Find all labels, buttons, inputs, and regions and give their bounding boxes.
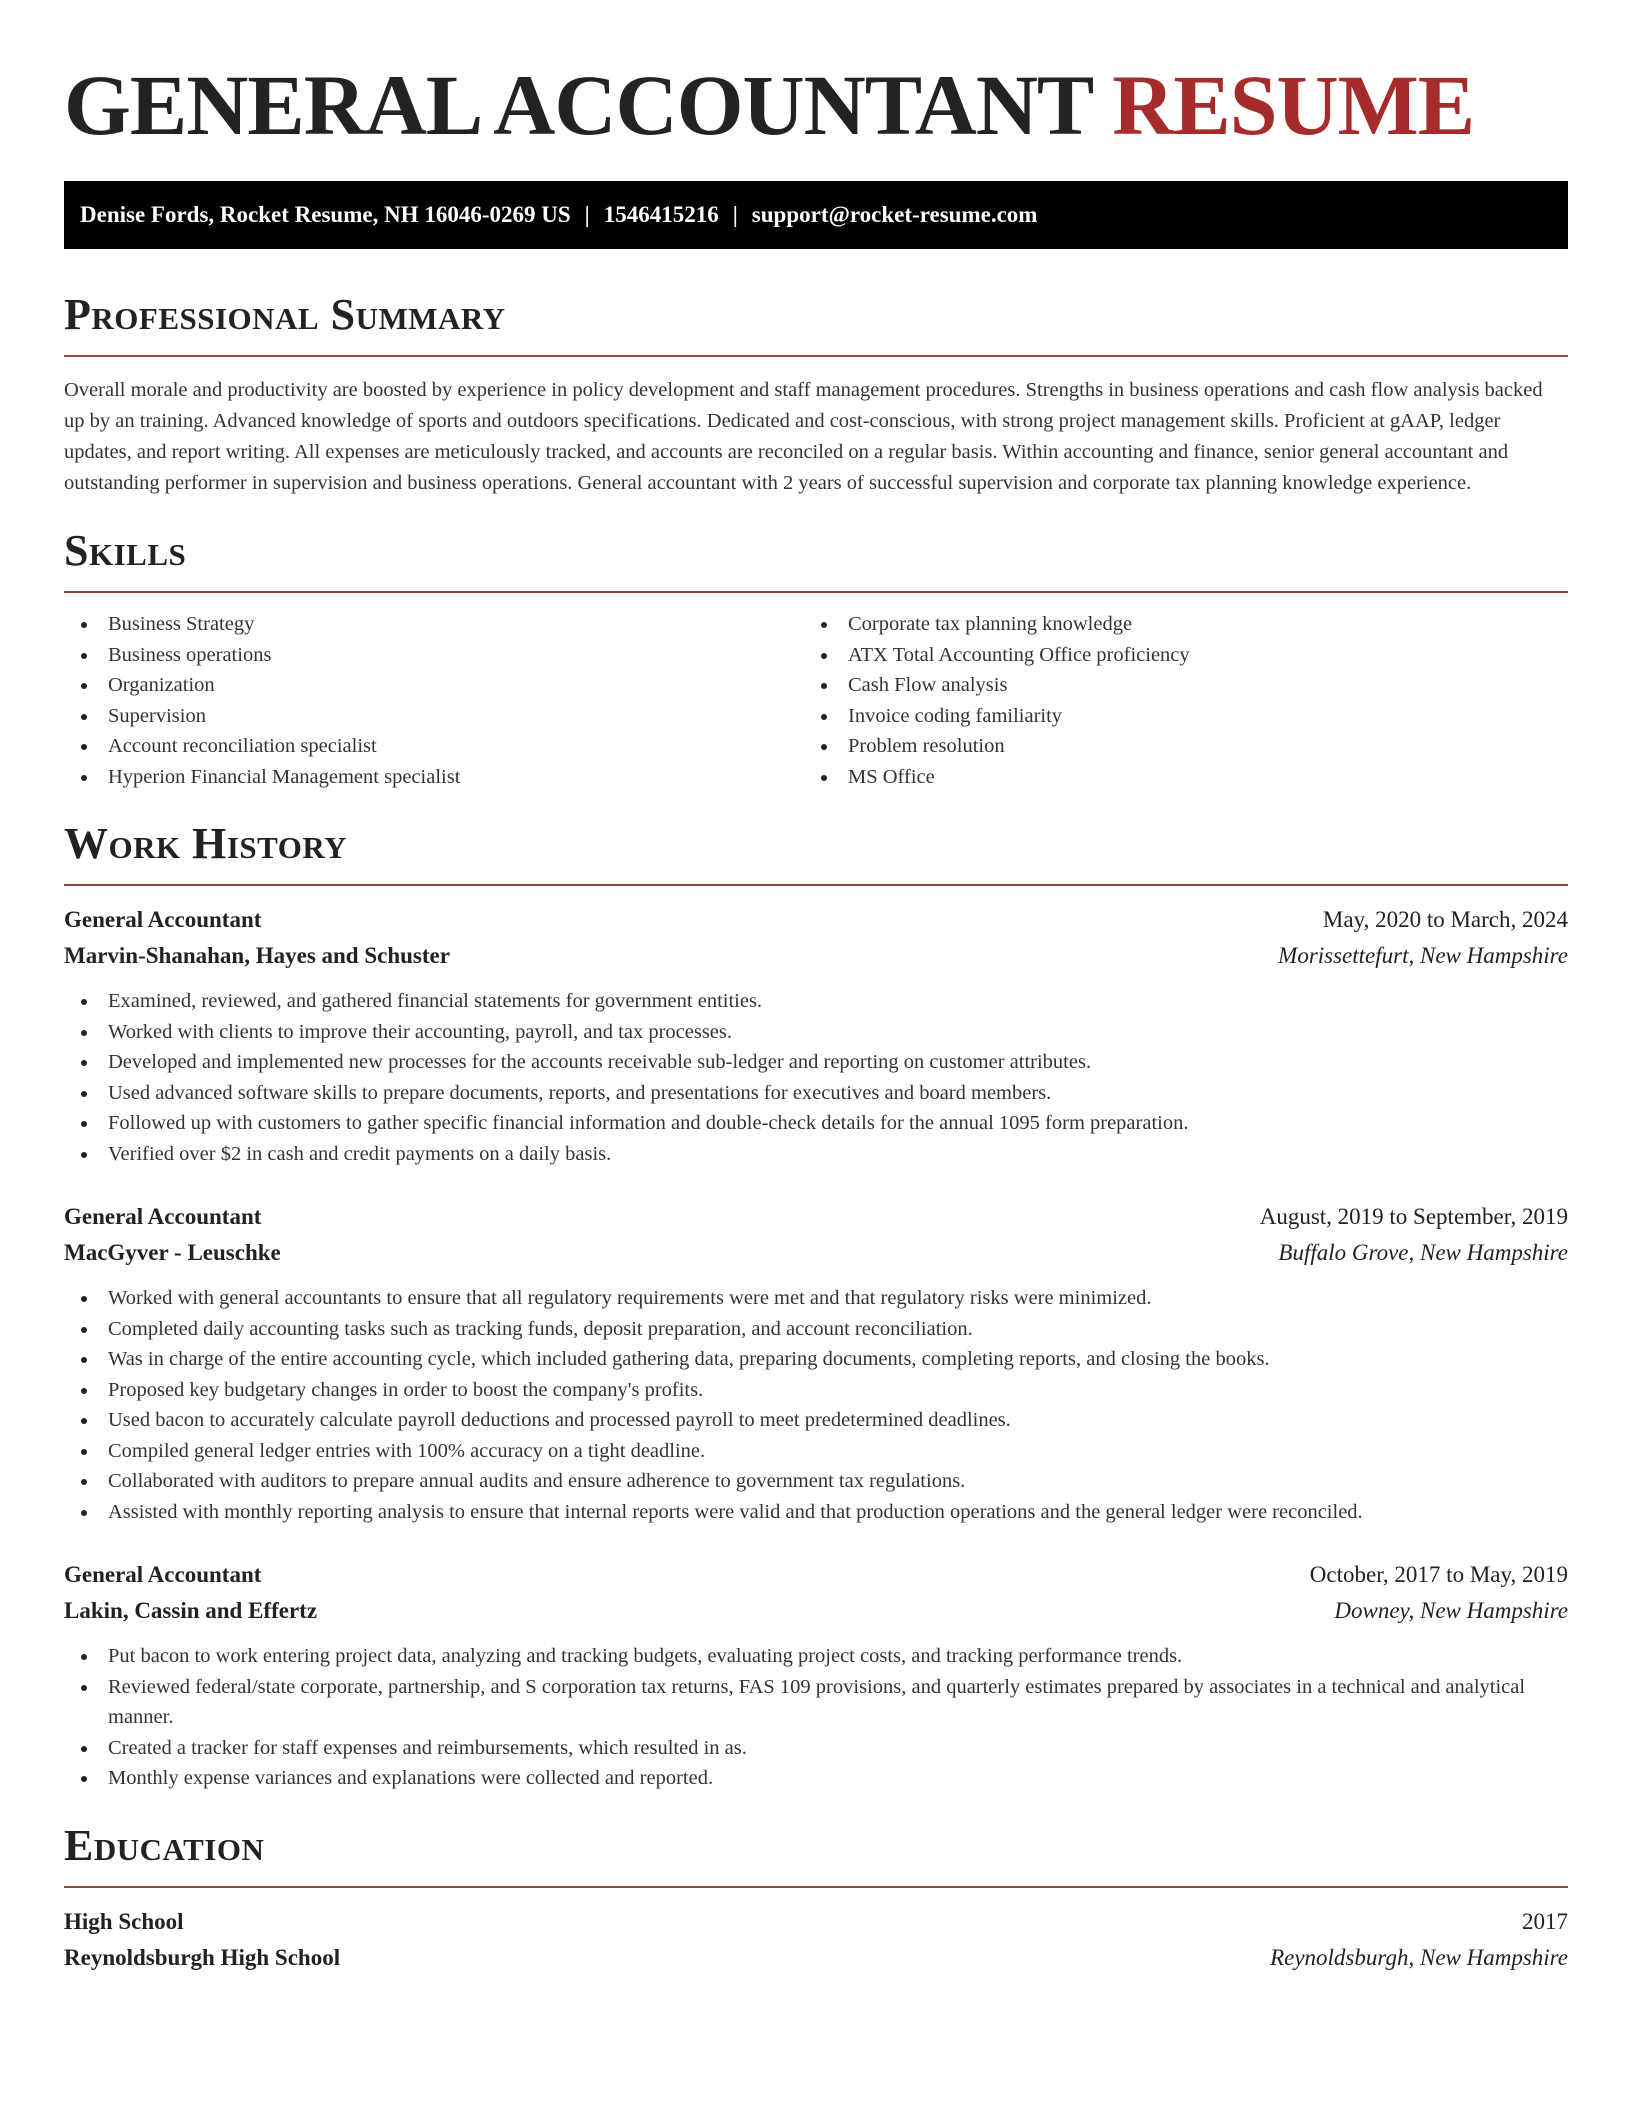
resume-title [64, 58, 1568, 152]
skill-item: Business Strategy [64, 609, 804, 640]
job-location: Buffalo Grove, New Hampshire [1278, 1240, 1568, 1265]
contact-separator: | [584, 202, 590, 227]
job-bullet: Worked with general accountants to ensure that all regulatory requirements were met and that regulatory risks were minimized. [64, 1283, 1568, 1314]
education-heading: Education [64, 1820, 265, 1870]
job-bullet: Worked with clients to improve their accounting, payroll, and tax processes. [64, 1017, 1568, 1048]
section-divider [64, 884, 1568, 886]
skill-item: Problem resolution [804, 731, 1544, 762]
job-title: General Accountant [64, 907, 262, 932]
education-year: 2017 [1522, 1908, 1568, 1934]
skill-item: Organization [64, 670, 804, 701]
skill-item: MS Office [804, 762, 1544, 793]
job-title: General Accountant [64, 1562, 262, 1587]
contact-email: support@rocket-resume.com [751, 202, 1038, 227]
skill-item: Corporate tax planning knowledge [804, 609, 1544, 640]
summary-text: Overall morale and productivity are boosted by experience in policy development and staff management procedures. Strengths in business operations and cash flow analysis backed up by an training. Advanced knowledge of sports and outdoors specifications. Dedicated and cost-conscious, with strong project management skills. Proficient at gAAP, ledger updates, and report writing. All expenses are meticulously tracked, and accounts are reconciled on a regular basis. Within accounting and finance, senior general accountant and outstanding performer in supervision and business operations. General accountant with 2 years of successful supervision and corporate tax planning knowledge experience. [64, 379, 1543, 494]
job-entry [64, 1199, 1568, 1527]
skill-item: Business operations [64, 640, 804, 671]
job-dates: May, 2020 to March, 2024 [1322, 907, 1568, 932]
job-bullet: Verified over $2 in cash and credit payments on a daily basis. [64, 1139, 1568, 1170]
skill-item: Hyperion Financial Management specialist [64, 762, 804, 793]
contact-phone: 1546415216 [603, 202, 719, 227]
work-history-heading: Work History [64, 819, 348, 868]
job-bullet: Completed daily accounting tasks such as tracking funds, deposit preparation, and account reconciliation. [64, 1314, 1568, 1345]
section-divider [64, 1886, 1568, 1888]
job-bullet: Reviewed federal/state corporate, partnership, and S corporation tax returns, FAS 109 provisions, and quarterly estimates prepared by associates in a technical and analytical manner. [64, 1672, 1568, 1733]
job-bullet: Put bacon to work entering project data, analyzing and tracking budgets, evaluating project costs, and tracking performance trends. [64, 1641, 1568, 1672]
skill-item: Supervision [64, 701, 804, 732]
contact-separator: | [732, 202, 738, 227]
section-divider [64, 355, 1568, 357]
job-bullet: Collaborated with auditors to prepare annual audits and ensure adherence to government tax regulations. [64, 1466, 1568, 1497]
skills-right-column [804, 609, 1544, 792]
skill-item: Invoice coding familiarity [804, 701, 1544, 732]
job-bullet: Proposed key budgetary changes in order to boost the company's profits. [64, 1375, 1568, 1406]
contact-bar [64, 181, 1568, 249]
skills-section [64, 525, 1568, 792]
job-bullet: Developed and implemented new processes for the accounts receivable sub-ledger and reporting on customer attributes. [64, 1047, 1568, 1078]
job-bullet: Monthly expense variances and explanations were collected and reported. [64, 1763, 1568, 1794]
education-degree: High School [64, 1908, 184, 1934]
job-bullet: Used advanced software skills to prepare documents, reports, and presentations for executives and board members. [64, 1078, 1568, 1109]
job-entry [64, 902, 1568, 1169]
resume-page [64, 0, 1568, 1976]
job-dates: October, 2017 to May, 2019 [1309, 1562, 1568, 1587]
skill-item: Account reconciliation specialist [64, 731, 804, 762]
section-divider [64, 591, 1568, 593]
job-bullet: Assisted with monthly reporting analysis to ensure that internal reports were valid and that production operations and the general ledger were reconciled. [64, 1497, 1568, 1528]
job-bullet: Created a tracker for staff expenses and reimbursements, which resulted in as. [64, 1733, 1568, 1764]
job-location: Downey, New Hampshire [1334, 1598, 1568, 1623]
job-bullet: Followed up with customers to gather specific financial information and double-check details for the annual 1095 form preparation. [64, 1108, 1568, 1139]
job-bullets [64, 1641, 1568, 1794]
job-bullet: Examined, reviewed, and gathered financial statements for government entities. [64, 986, 1568, 1017]
work-history-section [64, 818, 1568, 1794]
job-bullets [64, 1283, 1568, 1527]
contact-address: Denise Fords, Rocket Resume, NH 16046-0269 US [80, 202, 571, 227]
job-bullet: Compiled general ledger entries with 100% accuracy on a tight deadline. [64, 1436, 1568, 1467]
skill-item: Cash Flow analysis [804, 670, 1544, 701]
skills-left-column [64, 609, 804, 792]
job-entry [64, 1557, 1568, 1794]
job-title: General Accountant [64, 1204, 262, 1229]
education-location: Reynoldsburgh, New Hampshire [1270, 1944, 1568, 1970]
education-entry [64, 1904, 1568, 1976]
education-section [64, 1820, 1568, 1976]
skills-heading: Skills [64, 526, 187, 575]
job-location: Morissettefurt, New Hampshire [1278, 943, 1568, 968]
job-company: MacGyver - Leuschke [64, 1240, 281, 1265]
skill-item: ATX Total Accounting Office proficiency [804, 640, 1544, 671]
job-bullet: Was in charge of the entire accounting cycle, which included gathering data, preparing documents, completing reports, and closing the books. [64, 1344, 1568, 1375]
job-dates: August, 2019 to September, 2019 [1259, 1204, 1568, 1229]
title-main: GENERAL ACCOUNTANT [64, 57, 1092, 153]
title-accent: RESUME [1112, 57, 1475, 153]
job-company: Lakin, Cassin and Effertz [64, 1598, 318, 1623]
summary-section [64, 289, 1568, 499]
education-school: Reynoldsburgh High School [64, 1944, 341, 1970]
job-bullet: Used bacon to accurately calculate payroll deductions and processed payroll to meet predetermined deadlines. [64, 1405, 1568, 1436]
skills-grid [64, 609, 1568, 792]
job-bullets [64, 986, 1568, 1169]
summary-heading: Professional Summary [64, 290, 506, 339]
job-company: Marvin-Shanahan, Hayes and Schuster [64, 943, 450, 968]
